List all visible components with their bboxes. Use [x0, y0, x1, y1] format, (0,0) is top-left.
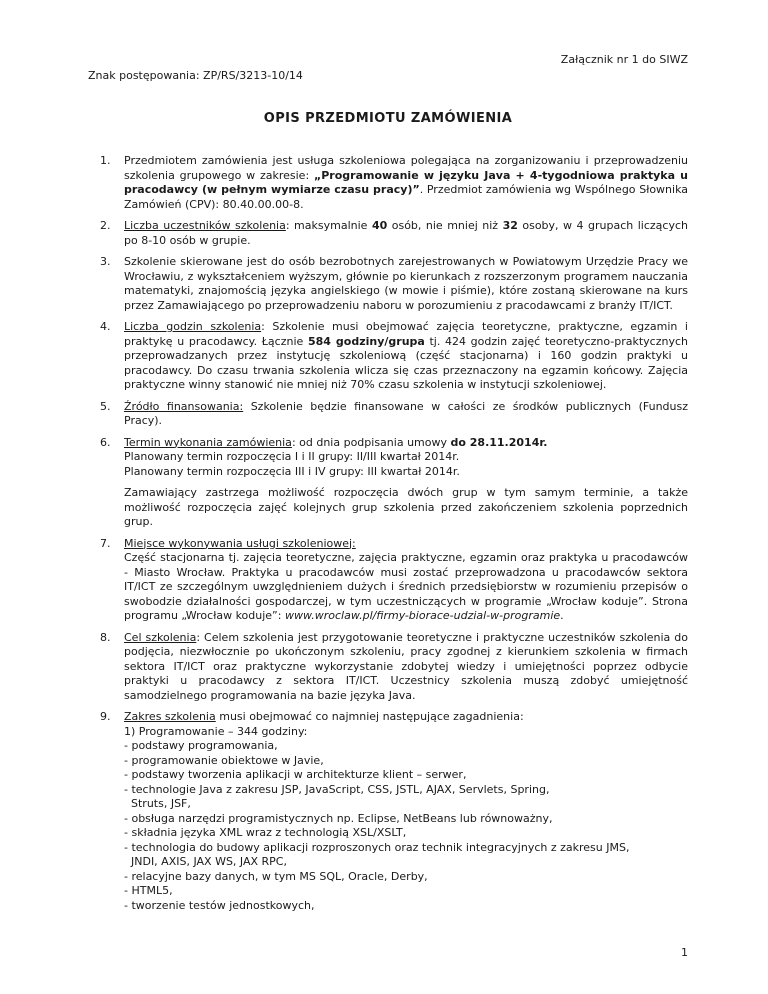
- text-run: 1) Programowanie – 344 godziny:: [124, 724, 308, 738]
- text-run: - tworzenie testów jednostkowych,: [124, 898, 315, 912]
- section-heading: Termin wykonania zamówienia: [124, 435, 292, 449]
- item-9-list-9: [88, 870, 688, 885]
- text-run: - podstawy tworzenia aplikacji w architekturze klient – serwer,: [124, 768, 467, 781]
- text-run: 584 godziny/grupa: [307, 334, 425, 348]
- item-9-list-11: [88, 899, 688, 914]
- item-9-list-6: [88, 812, 688, 827]
- text-run: - technologia do budowy aplikacji rozproszonych oraz technik integracyjnych z zakresu JMS,: [124, 840, 630, 854]
- text-run: musi obejmować co najmniej następujące zagadnienia:: [215, 710, 524, 723]
- section-heading: Zakres szkolenia: [124, 710, 216, 723]
- section-heading: Miejsce wykonywania usługi szkoleniowej:: [124, 536, 356, 550]
- training-name: „Programowanie w języku Java + 4-tygodniowa praktyka u pracodawcy (w pełnym wymiarze czasu pracy)”: [124, 168, 688, 196]
- text-run: Planowany termin rozpoczęcia I i II grupy: II/III kwartał 2014r.: [124, 450, 460, 463]
- item-6-schedule-2: [88, 465, 688, 480]
- item-3: [88, 255, 688, 313]
- item-number: 8.: [100, 630, 111, 644]
- document-content: [88, 0, 688, 913]
- text-run: : od dnia podpisania umowy: [291, 435, 451, 449]
- case-number: Znak postępowania: ZP/RS/3213-10/14: [88, 68, 303, 82]
- item-number: 9.: [100, 710, 111, 723]
- document-blocks: [88, 154, 688, 913]
- item-number: 2.: [100, 219, 111, 232]
- text-run: Planowany termin rozpoczęcia III i IV grupy: III kwartał 2014r.: [124, 464, 460, 478]
- item-6: [88, 436, 688, 451]
- text-run: : Szkolenie musi obejmować zajęcia teoretyczne, praktyczne, egzamin i praktykę u pracodawcy. Łącznie: [124, 320, 688, 348]
- text-run: - HTML5,: [124, 884, 173, 897]
- item-9: [88, 710, 688, 725]
- text-run: . Przedmiot zamówienia wg Wspólnego Słownika Zamówień (CPV): 80.40.00.00-8.: [124, 183, 688, 211]
- item-4: [88, 320, 688, 393]
- item-9-list-5-cont: [88, 797, 688, 812]
- text-run: 32: [502, 219, 518, 232]
- text-run: osób, nie mniej niż: [387, 219, 503, 232]
- section-heading: Cel szkolenia: [124, 630, 197, 644]
- item-6-schedule-1: [88, 450, 688, 465]
- item-9-list-1: [88, 725, 688, 740]
- text-run: - programowanie obiektowe w Javie,: [124, 753, 324, 767]
- item-7-body: [88, 551, 688, 624]
- text-run: Szkolenie skierowane jest do osób bezrobotnych zarejestrowanych w Powiatowym Urzędzie Pracy we Wrocławiu, z wykształceniem wyższym, głównie po kierunkach z rozszerzonym programem nauczania matematyki, znajomością języka angielskiego (w mowie i piśmie), które zostaną skierowane na kurs przez Zamawiającego po przeprowadzeniu naboru w porozumieniu z pracodawcami z branży IT/ICT.: [124, 255, 688, 312]
- text-run: Struts, JSF,: [131, 797, 191, 810]
- item-9-list-4: [88, 768, 688, 783]
- text-run: : maksymalnie: [285, 219, 372, 232]
- text-run: - relacyjne bazy danych, w tym MS SQL, Oracle, Derby,: [124, 869, 428, 883]
- document-title: OPIS PRZEDMIOTU ZAMÓWIENIA: [263, 111, 513, 126]
- item-7: [88, 537, 688, 552]
- item-9-list-3: [88, 754, 688, 769]
- text-run: - technologie Java z zakresu JSP, JavaScript, CSS, JSTL, AJAX, Servlets, Spring,: [124, 782, 550, 796]
- text-run: .: [560, 609, 564, 622]
- text-run: Część stacjonarna tj. zajęcia teoretyczne, zajęcia praktyczne, egzamin oraz praktyka u pracodawców - Miasto Wrocław. Praktyka u pracodawców musi zostać przeprowadzona u pracodawców sektora IT/ICT ze szczególnym uwzględnieniem dużych i średnich przedsiębiorstw w rozumieniu przepisów o swobodzie działalności gospodarczej, w tym uczestniczących w programie „Wrocław koduje”. Strona programu „Wrocław koduje”:: [124, 551, 688, 622]
- item-1: [88, 154, 688, 212]
- item-number: 6.: [100, 435, 111, 449]
- section-heading: Liczba uczestników szkolenia: [124, 219, 286, 232]
- item-2: [88, 219, 688, 248]
- text-run: tj. 424 godzin zajęć teoretyczno-praktycznych przeprowadzanych przez instytucję szkoleniową (część stacjonarna) i 160 godzin praktyki u pracodawcy. Do czasu trwania szkolenia wlicza się czas przeznaczony na egzamin końcowy. Zajęcia praktyczne winny stanowić nie mniej niż 70% czasu szkolenia w instytucji szkoleniowej.: [124, 334, 688, 391]
- item-9-list-8-cont: [88, 855, 688, 870]
- text-run: Przedmiotem zamówienia jest usługa szkoleniowa polegająca na zorganizowaniu i przeprowadzeniu szkolenia grupowego w zakresie:: [124, 154, 688, 182]
- text-run: - podstawy programowania,: [124, 739, 278, 752]
- text-run: : Celem szkolenia jest przygotowanie teoretyczne i praktyczne uczestników szkolenia do podjęcia, niezwłocznie po ukończonym szkoleniu, pracy zgodnej z kierunkiem szkolenia w firmach sektora IT/ICT oraz praktyczne wykorzystanie zdobytej wiedzy i umiejętności poprzez odbycie praktyki u pracodawcy z sektora IT/ICT. Uczestnicy szkolenia muszą zdobyć umiejętność samodzielnego programowania na bazie języka Java.: [124, 630, 689, 702]
- item-9-list-10: [88, 884, 688, 899]
- text-run: JNDI, AXIS, JAX WS, JAX RPC,: [131, 855, 287, 868]
- section-heading: Liczba godzin szkolenia: [124, 320, 262, 333]
- item-9-list-2: [88, 739, 688, 754]
- item-number: 4.: [100, 320, 111, 333]
- item-number: 5.: [100, 399, 111, 413]
- text-run: - obsługa narzędzi programistycznych np. Eclipse, NetBeans lub równoważny,: [124, 811, 553, 825]
- page-number: 1: [681, 946, 688, 959]
- item-number: 3.: [100, 255, 111, 268]
- item-number: 1.: [100, 154, 111, 167]
- program-url: www.wroclaw.pl/firmy-biorace-udzial-w-programie: [284, 609, 561, 622]
- text-run: do 28.11.2014r.: [450, 435, 548, 449]
- item-6-note: [88, 486, 688, 530]
- text-run: Szkolenie będzie finansowane w całości ze środków publicznych (Fundusz Pracy).: [124, 399, 688, 427]
- text-run: 40: [371, 219, 388, 232]
- item-9-list-5: [88, 783, 688, 798]
- item-9-list-8: [88, 841, 688, 856]
- item-9-list-7: [88, 826, 688, 841]
- text-run: - składnia języka XML wraz z technologią XSL/XSLT,: [124, 826, 407, 839]
- section-heading: Źródło finansowania:: [124, 399, 244, 413]
- item-5: [88, 400, 688, 429]
- text-run: Zamawiający zastrzega możliwość rozpoczęcia dwóch grup w tym samym terminie, a także możliwość rozpoczęcia zajęć kolejnych grup szkolenia przed zakończeniem szkolenia poprzednich grup.: [124, 486, 688, 528]
- item-number: 7.: [100, 536, 111, 550]
- attachment-label: Załącznik nr 1 do SIWZ: [560, 53, 688, 66]
- item-8: [88, 631, 688, 704]
- text-run: osoby, w 4 grupach liczących po 8-10 osób w grupie.: [124, 219, 688, 247]
